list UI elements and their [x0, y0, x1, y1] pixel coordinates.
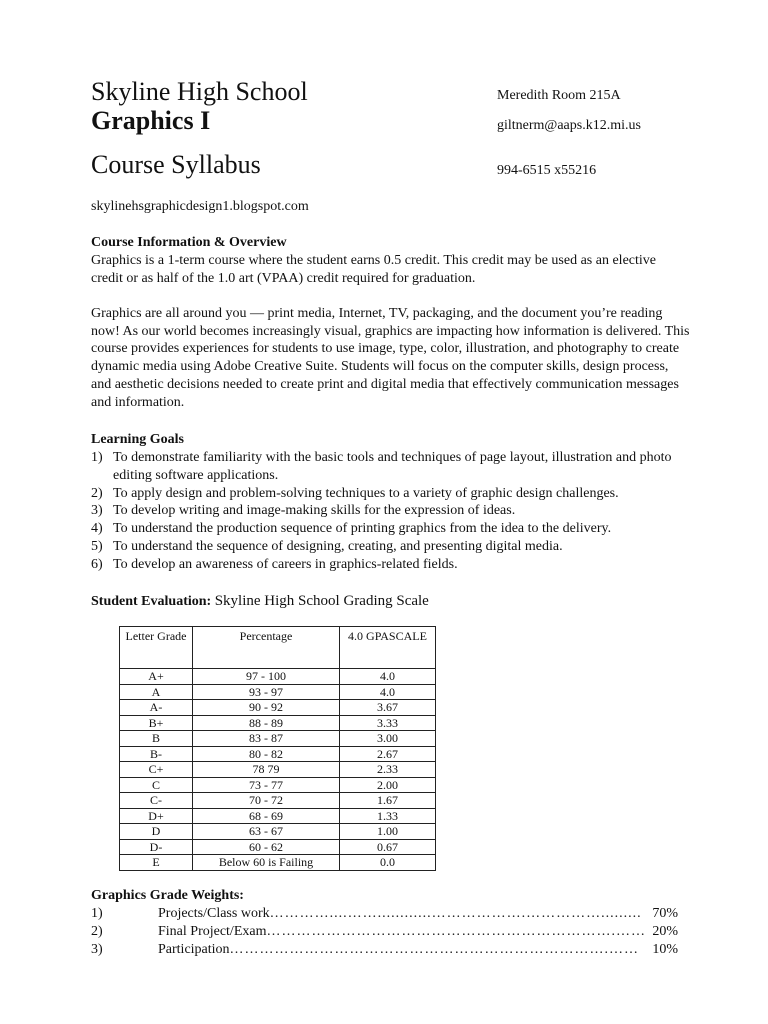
cell-letter-grade: B+: [120, 715, 193, 731]
cell-percentage: 97 - 100: [193, 669, 340, 685]
goal-number: 4): [91, 521, 103, 537]
table-row: [120, 762, 436, 778]
table-row: [120, 684, 436, 700]
weight-leader-dots: …………………………………………………………….……: [266, 924, 646, 939]
cell-gpa: 2.33: [340, 762, 436, 778]
cell-letter-grade: E: [120, 855, 193, 871]
cell-letter-grade: A: [120, 684, 193, 700]
header-gpa-scale: 4.0 GPASCALE: [340, 627, 436, 669]
grade-weight-row: [91, 923, 678, 941]
cell-percentage: 88 - 89: [193, 715, 340, 731]
grade-table-body: [120, 669, 436, 871]
student-evaluation: [91, 592, 429, 611]
cell-percentage: 70 - 72: [193, 793, 340, 809]
cell-percentage: 90 - 92: [193, 700, 340, 716]
table-row: [120, 669, 436, 685]
syllabus-subtitle: Course Syllabus: [91, 150, 261, 179]
cell-percentage: 78 79: [193, 762, 340, 778]
cell-percentage: 60 - 62: [193, 839, 340, 855]
header-percentage: Percentage: [193, 627, 340, 669]
teacher-email: giltnerm@aaps.k12.mi.us: [497, 118, 641, 133]
cell-letter-grade: C-: [120, 793, 193, 809]
table-row: [120, 855, 436, 871]
cell-percentage: 80 - 82: [193, 746, 340, 762]
table-header-row: [120, 627, 436, 669]
cell-gpa: 2.00: [340, 777, 436, 793]
list-item: [91, 449, 691, 485]
list-item: [91, 485, 691, 503]
cell-letter-grade: B: [120, 731, 193, 747]
goal-text: To develop writing and image-making skills for the expression of ideas.: [113, 503, 516, 519]
table-row: [120, 715, 436, 731]
cell-letter-grade: D: [120, 824, 193, 840]
goal-text: To demonstrate familiarity with the basic tools and techniques of page layout, illustration and photo editing software applications.: [113, 450, 672, 483]
cell-letter-grade: D+: [120, 808, 193, 824]
weight-number: 2): [91, 924, 103, 939]
cell-percentage: Below 60 is Failing: [193, 855, 340, 871]
grade-weight-row: [91, 941, 678, 959]
overview-paragraph-2: Graphics are all around you — print media, Internet, TV, packaging, and the document you’re reading now! As our world becomes increasingly visual, graphics are impacting how information is delivered. This course provides experiences for students to use image, type, color, illustration, and photography to create dynamic media using Adobe Creative Suite. Students will focus on the computer skills, design process, and aesthetic decisions needed to create print and digital media that effectively communication messages and information.: [91, 306, 690, 410]
grading-scale-title: Skyline High School Grading Scale: [214, 593, 429, 609]
table-row: [120, 824, 436, 840]
cell-letter-grade: D-: [120, 839, 193, 855]
learning-goals-title: Learning Goals: [91, 432, 184, 447]
goal-text: To apply design and problem-solving techniques to a variety of graphic design challenges.: [113, 485, 619, 501]
cell-gpa: 3.00: [340, 731, 436, 747]
overview-paragraph-1: Graphics is a 1-term course where the student earns 0.5 credit. This credit may be used as an elective credit or as half of the 1.0 art (VPAA) credit required for graduation.: [91, 253, 656, 286]
blog-url: skylinehsgraphicdesign1.blogspot.com: [91, 199, 309, 214]
cell-percentage: 73 - 77: [193, 777, 340, 793]
weight-number: 3): [91, 942, 103, 957]
cell-letter-grade: C+: [120, 762, 193, 778]
weight-percent: 10%: [652, 942, 678, 957]
cell-percentage: 83 - 87: [193, 731, 340, 747]
cell-gpa: 0.0: [340, 855, 436, 871]
list-item: [91, 538, 691, 556]
table-row: [120, 731, 436, 747]
cell-gpa: 2.67: [340, 746, 436, 762]
cell-letter-grade: C: [120, 777, 193, 793]
cell-gpa: 1.67: [340, 793, 436, 809]
cell-percentage: 63 - 67: [193, 824, 340, 840]
grading-scale-table: [119, 626, 436, 871]
weight-leader-dots: …………....……............……………….…………….........: [269, 906, 642, 921]
grade-weights-title: Graphics Grade Weights:: [91, 888, 244, 903]
overview-title: Course Information & Overview: [91, 235, 287, 250]
goal-number: 6): [91, 556, 103, 572]
cell-letter-grade: B-: [120, 746, 193, 762]
cell-letter-grade: A+: [120, 669, 193, 685]
weight-percent: 20%: [652, 924, 678, 939]
goal-number: 3): [91, 503, 103, 519]
list-item: [91, 520, 691, 538]
cell-gpa: 3.67: [340, 700, 436, 716]
goal-number: 2): [91, 485, 103, 501]
cell-gpa: 4.0: [340, 669, 436, 685]
weight-label: Participation: [158, 942, 230, 957]
course-title: Graphics I: [91, 106, 211, 135]
goal-text: To understand the production sequence of printing graphics from the idea to the delivery.: [113, 521, 612, 537]
table-row: [120, 839, 436, 855]
goal-text: To understand the sequence of designing, creating, and presenting digital media.: [113, 538, 563, 554]
cell-gpa: 1.33: [340, 808, 436, 824]
learning-goals-list: [91, 449, 691, 574]
goal-number: 5): [91, 538, 103, 554]
cell-letter-grade: A-: [120, 700, 193, 716]
list-item: [91, 556, 691, 574]
table-row: [120, 793, 436, 809]
header-letter-grade: Letter Grade: [120, 627, 193, 669]
cell-percentage: 68 - 69: [193, 808, 340, 824]
weight-number: 1): [91, 906, 103, 921]
weight-percent: 70%: [652, 906, 678, 921]
table-row: [120, 808, 436, 824]
list-item: [91, 502, 691, 520]
cell-gpa: 4.0: [340, 684, 436, 700]
table-row: [120, 700, 436, 716]
weight-label: Final Project/Exam: [158, 924, 267, 939]
table-row: [120, 777, 436, 793]
goal-number: 1): [91, 450, 103, 465]
goal-text: To develop an awareness of careers in graphics-related fields.: [113, 556, 458, 572]
weight-leader-dots: ………………………………………………………………….……: [229, 942, 640, 957]
cell-gpa: 3.33: [340, 715, 436, 731]
weight-label: Projects/Class work: [158, 906, 270, 921]
cell-gpa: 1.00: [340, 824, 436, 840]
cell-percentage: 93 - 97: [193, 684, 340, 700]
teacher-room: Meredith Room 215A: [497, 88, 621, 103]
teacher-phone: 994-6515 x55216: [497, 163, 597, 178]
grade-weight-row: [91, 905, 678, 923]
evaluation-label: Student Evaluation:: [91, 594, 212, 609]
cell-gpa: 0.67: [340, 839, 436, 855]
table-row: [120, 746, 436, 762]
school-name: Skyline High School: [91, 77, 308, 106]
